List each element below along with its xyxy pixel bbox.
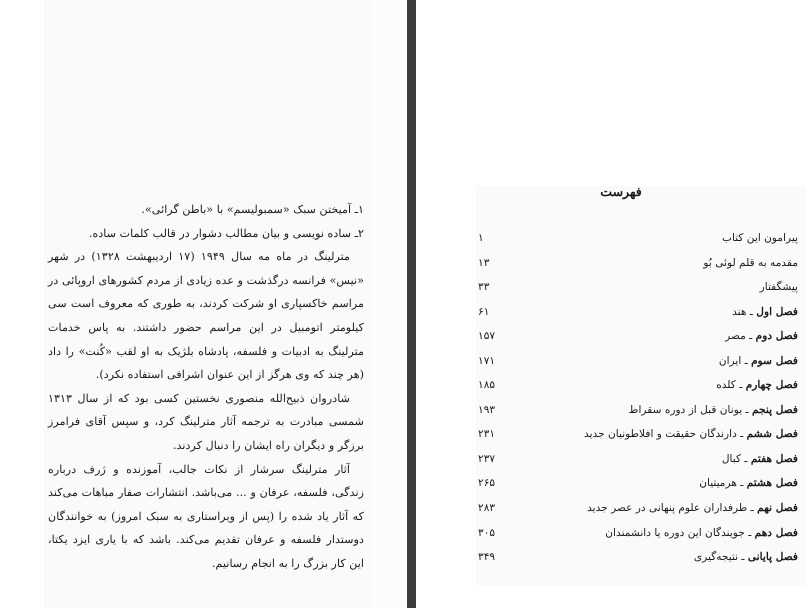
toc-entry-title: پیشگفتار <box>759 281 798 294</box>
toc-entry-page: ۲۳۱ <box>478 428 496 441</box>
toc-entry-chapter: فصل ششم <box>746 428 798 441</box>
toc-entry[interactable] <box>476 426 798 451</box>
list-item-1: ۱ـ آمیختن سبک «سمبولیسم» با «باطن گرائی». <box>141 203 364 216</box>
toc-entry-page: ۱۳ <box>478 256 490 269</box>
toc-entry[interactable] <box>476 402 798 427</box>
toc-entry-title: ـ هرمیتیان <box>699 477 747 490</box>
toc-entry-chapter: فصل دهم <box>754 526 798 539</box>
toc-entry-page: ۳۰۵ <box>478 526 496 539</box>
table-of-contents <box>476 230 798 574</box>
toc-entry[interactable] <box>476 328 798 353</box>
toc-entry-title: ـ جویندگان این دوره یا دانشمندان <box>605 526 755 539</box>
toc-entry-page: ۱ <box>478 232 484 244</box>
toc-entry-chapter: فصل سوم <box>751 354 798 367</box>
toc-entry-page: ۳۳ <box>478 281 490 294</box>
left-page-body-text <box>48 198 364 576</box>
toc-entry-chapter: فصل هشتم <box>746 477 798 490</box>
paragraph-translators: شادروان ذبیح‌الله منصوری نخستین کسی بود که از سال ۱۳۱۳ شمسی مبادرت به ترجمه آثار مترلینگ کرد، و سپس آقای فرامرز برزگر و دیگران راه ایشان را دنبال کردند. <box>48 391 364 452</box>
toc-entry-title: ـ کلده <box>716 379 746 392</box>
toc-entry-chapter: فصل پایانی <box>747 551 798 564</box>
toc-entry-chapter: فصل پنجم <box>752 403 798 416</box>
toc-entry-page: ۱۷۱ <box>478 354 496 367</box>
toc-title: فهرست <box>600 184 642 199</box>
toc-entry-page: ۱۵۷ <box>478 330 496 343</box>
toc-entry-chapter: فصل هفتم <box>750 452 798 465</box>
toc-entry[interactable] <box>476 377 798 402</box>
toc-entry-title: ـ طرفداران علوم پنهانی در عصر جدید <box>587 502 758 515</box>
toc-entry-title: پیرامون این کتاب <box>722 232 798 244</box>
toc-entry[interactable] <box>476 549 798 574</box>
toc-entry-title: ـ مصر <box>725 330 756 343</box>
toc-entry-chapter: فصل نهم <box>757 502 798 515</box>
paragraph-death-of-maeterlinck: مترلینگ در ماه مه سال ۱۹۴۹ (۱۷ اردیبهشت ۱۳۲۸) در شهر «نیس» فرانسه درگذشت و عده زیادی از مردم کشورهای اروپائی در مراسم خاکسپاری او شرکت کردند، به طوری که معروف است سی کیلومتر اتومبیل در این مراسم حضور داشتند. به پاس خدمات مترلینگ به ادبیات و فلسفه، پادشاه بلژیک به او لقب «کُنت» را داد (هر چند که وی هرگز از این عنوان اشرافی استفاده نکرد). <box>48 250 364 382</box>
toc-entry-page: ۱۸۵ <box>478 379 496 392</box>
toc-entry-chapter: فصل چهارم <box>745 379 798 392</box>
toc-entry[interactable] <box>476 230 798 255</box>
left-margin <box>0 0 44 608</box>
toc-entry-chapter: فصل اول <box>756 305 798 318</box>
toc-entry-title: ـ هند <box>732 305 757 318</box>
toc-entry-page: ۲۸۳ <box>478 502 496 515</box>
toc-entry[interactable] <box>476 525 798 550</box>
toc-entry-title: ـ دارندگان حقیقت و افلاطونیان جدید <box>584 428 747 441</box>
toc-entry[interactable] <box>476 255 798 280</box>
toc-entry[interactable] <box>476 475 798 500</box>
toc-entry-title: ـ نتیجه‌گیری <box>693 551 748 564</box>
toc-entry-title: ـ کبال <box>721 452 751 465</box>
toc-entry[interactable] <box>476 451 798 476</box>
toc-entry-title: ـ ایران <box>718 354 752 367</box>
toc-entry-page: ۱۹۳ <box>478 403 496 416</box>
page-gutter <box>370 0 408 608</box>
paragraph-publisher: آثار مترلینگ سرشار از نکات جالب، آموزنده و ژرف درباره زندگی، فلسفه، عرفان و ... می‌باشد. انتشارات صفار مباهات می‌کند که آثار یاد شده را (پس از ویراستاری به سبک امروز) به خوانندگان دوستدار فلسفه و عرفان تقدیم می‌کند. باشد که با یاری ایزد یکتا، این کار بزرگ را به انجام رسانیم. <box>48 462 364 570</box>
toc-entry[interactable] <box>476 353 798 378</box>
toc-entry-page: ۶۱ <box>478 305 490 318</box>
toc-entry-chapter: فصل دوم <box>755 330 798 343</box>
book-spine <box>407 0 416 608</box>
toc-entry-page: ۲۳۷ <box>478 452 496 465</box>
toc-entry-page: ۳۴۹ <box>478 551 496 564</box>
toc-entry-title: مقدمه به قلم لوئی‌ بُو <box>703 256 798 269</box>
toc-entry[interactable] <box>476 279 798 304</box>
list-item-2: ۲ـ ساده نویسی و بیان مطالب دشوار در قالب کلمات ساده. <box>88 226 364 240</box>
toc-entry[interactable] <box>476 304 798 329</box>
toc-entry[interactable] <box>476 500 798 525</box>
toc-entry-title: ـ یونان قبل از دوره سقراط <box>628 403 752 416</box>
toc-entry-page: ۲۶۵ <box>478 477 496 490</box>
